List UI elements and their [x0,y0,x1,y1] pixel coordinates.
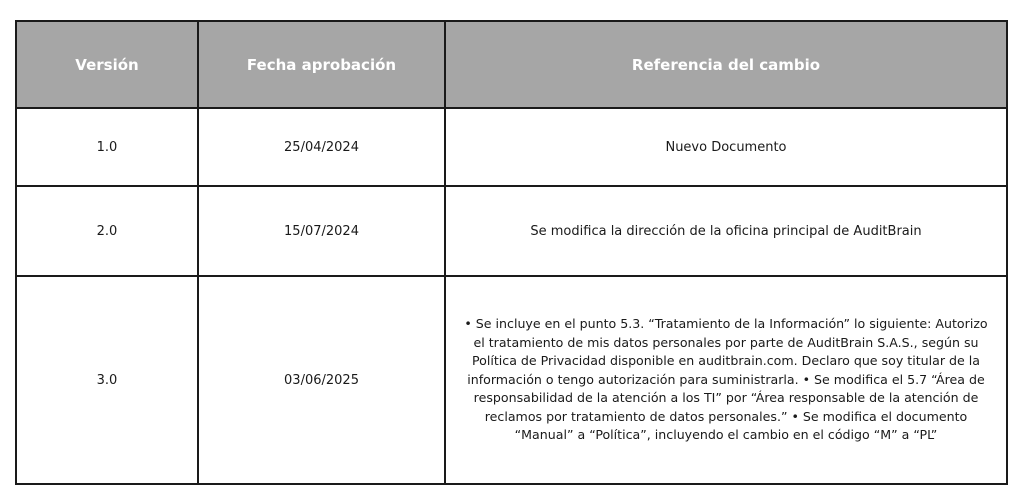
cell-change-reference: Nuevo Documento [445,108,1006,186]
cell-version: 1.0 [17,108,198,186]
cell-change-reference: Se modifica la dirección de la oficina principal de AuditBrain [445,186,1006,276]
cell-version: 3.0 [17,276,198,483]
cell-approval-date: 03/06/2025 [198,276,445,483]
cell-approval-date: 25/04/2024 [198,108,445,186]
cell-approval-date: 15/07/2024 [198,186,445,276]
cell-change-reference: • Se incluye en el punto 5.3. “Tratamiento de la Información” lo siguiente: Autorizo el tratamiento de mis datos personales por parte de AuditBrain S.A.S., según su Política de Privacidad disponible en auditbrain.com. Declaro que soy titular de la información o tengo autorización para suministrarla. • Se modifica el 5.7 “Área de responsabilidad de la atención a los TI” por “Área responsable de la atención de reclamos por tratamiento de datos personales.” • Se modifica el documento “Manual” a “Política”, incluyendo el cambio en el código “M” a “PL” [445,276,1006,483]
version-history-table [15,20,1008,485]
cell-version: 2.0 [17,186,198,276]
header-approval-date: Fecha aprobación [198,22,445,108]
header-change-reference: Referencia del cambio [445,22,1006,108]
table-row [17,108,1006,186]
table-row [17,276,1006,483]
change-log-table [17,22,1006,483]
table-header-row [17,22,1006,108]
table-row [17,186,1006,276]
header-version: Versión [17,22,198,108]
